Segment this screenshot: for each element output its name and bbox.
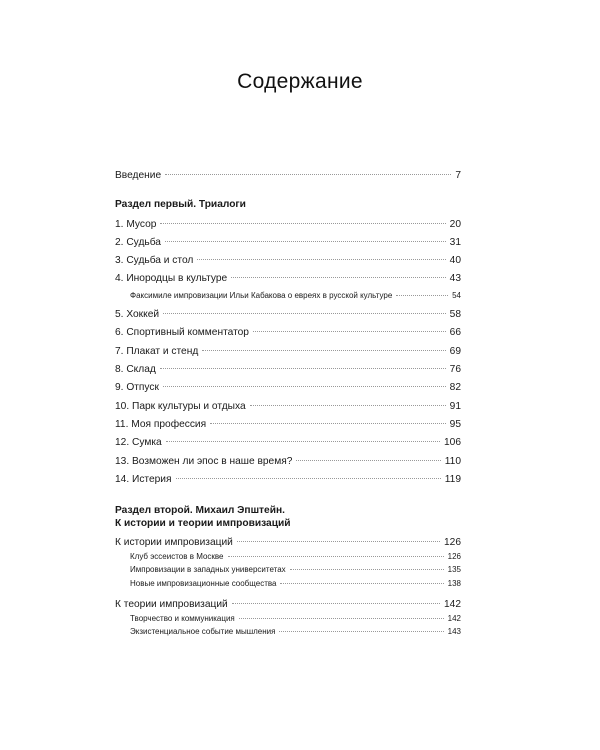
toc-page-number: 54 — [452, 291, 461, 300]
toc-page-number: 126 — [444, 537, 461, 548]
toc-entry-label: 8. Склад — [115, 364, 156, 375]
toc-entry[interactable] — [115, 436, 461, 449]
toc-entry[interactable] — [115, 218, 461, 231]
dot-leader — [279, 631, 443, 632]
toc-page-number: 76 — [449, 364, 461, 375]
toc-entry[interactable] — [115, 236, 461, 249]
toc-entry[interactable] — [115, 400, 461, 413]
toc-entry-label: 14. Истерия — [115, 474, 172, 485]
toc-subentry[interactable] — [130, 290, 461, 301]
dot-leader — [165, 241, 446, 242]
dot-leader — [160, 368, 446, 369]
toc-subentry[interactable] — [130, 551, 461, 562]
toc-subentry[interactable] — [130, 626, 461, 637]
section-heading-part2-line2: К истории и теории импровизаций — [115, 518, 291, 529]
toc-entry-label: 2. Судьба — [115, 237, 161, 248]
dot-leader — [160, 223, 445, 224]
dot-leader — [290, 569, 444, 570]
toc-entry-label: Творчество и коммуникация — [130, 614, 235, 623]
toc-entry-label: Новые импровизационные сообщества — [130, 579, 277, 588]
toc-entry[interactable] — [115, 308, 461, 321]
dot-leader — [197, 259, 445, 260]
dot-leader — [237, 541, 440, 542]
toc-page-number: 20 — [449, 219, 461, 230]
toc-entry[interactable] — [115, 363, 461, 376]
toc-subentry[interactable] — [130, 564, 461, 575]
dot-leader — [166, 441, 440, 442]
toc-entry[interactable] — [115, 345, 461, 358]
dot-leader — [239, 618, 444, 619]
toc-entry-label: 5. Хоккей — [115, 309, 160, 320]
toc-page-number: 66 — [449, 327, 461, 338]
toc-page-number: 106 — [444, 437, 461, 448]
toc-entry-label: 1. Мусор — [115, 219, 157, 230]
toc-entry[interactable] — [115, 598, 461, 611]
toc-page-number: 69 — [449, 346, 461, 357]
dot-leader — [165, 174, 451, 175]
toc-entry-label: 9. Отпуск — [115, 382, 159, 393]
toc-page-number: 58 — [449, 309, 461, 320]
dot-leader — [202, 350, 445, 351]
toc-page-number: 82 — [449, 382, 461, 393]
toc-entry[interactable] — [115, 381, 461, 394]
toc-page-number: 126 — [447, 552, 461, 561]
toc-entry-label: К теории импровизаций — [115, 599, 228, 610]
toc-entry-label: Факсимиле импровизации Ильи Кабакова о евреях в русской культуре — [130, 291, 393, 300]
page-title: Содержание — [237, 70, 363, 93]
toc-entry[interactable] — [115, 418, 461, 431]
toc-entry-label: 6. Спортивный комментатор — [115, 327, 249, 338]
toc-page-number: 142 — [447, 614, 461, 623]
dot-leader — [280, 583, 443, 584]
section-heading-part1: Раздел первый. Триалоги — [115, 199, 246, 210]
toc-entry-label: К истории импровизаций — [115, 537, 233, 548]
toc-entry[interactable] — [115, 272, 461, 285]
toc-entry-label: 12. Сумка — [115, 437, 162, 448]
toc-entry-label: 10. Парк культуры и отдыха — [115, 401, 246, 412]
section-heading-part2-line1: Раздел второй. Михаил Эпштейн. — [115, 505, 285, 516]
toc-page-number: 143 — [447, 627, 461, 636]
toc-entry-label: 3. Судьба и стол — [115, 255, 194, 266]
toc-page-number: 138 — [447, 579, 461, 588]
dot-leader — [176, 478, 441, 479]
toc-entry[interactable] — [115, 326, 461, 339]
dot-leader — [250, 405, 446, 406]
toc-page-number: 142 — [444, 599, 461, 610]
toc-subentry[interactable] — [130, 613, 461, 624]
toc-entry-label: Введение — [115, 170, 162, 181]
toc-entry[interactable] — [115, 536, 461, 549]
toc-page-number: 119 — [444, 474, 461, 485]
dot-leader — [232, 603, 440, 604]
toc-entry-label: 4. Инородцы в культуре — [115, 273, 228, 284]
toc-subentry[interactable] — [130, 578, 461, 589]
dot-leader — [228, 556, 444, 557]
dot-leader — [210, 423, 446, 424]
toc-page-number: 7 — [455, 170, 461, 181]
toc-page-number: 31 — [449, 237, 461, 248]
toc-entry-intro[interactable] — [115, 169, 461, 182]
dot-leader — [163, 386, 446, 387]
dot-leader — [296, 460, 440, 461]
toc-page-number: 110 — [444, 456, 461, 467]
dot-leader — [253, 331, 446, 332]
toc-page-number: 43 — [449, 273, 461, 284]
toc-entry[interactable] — [115, 473, 461, 486]
dot-leader — [163, 313, 446, 314]
toc-entry-label: 11. Моя профессия — [115, 419, 207, 430]
toc-entry[interactable] — [115, 254, 461, 267]
toc-page-number: 95 — [449, 419, 461, 430]
dot-leader — [231, 277, 445, 278]
toc-entry[interactable] — [115, 455, 461, 468]
toc-page-number: 40 — [449, 255, 461, 266]
toc-page-number: 91 — [449, 401, 461, 412]
toc-entry-label: Экзистенциальное событие мышления — [130, 627, 276, 636]
toc-entry-label: 13. Возможен ли эпос в наше время? — [115, 456, 293, 467]
toc-entry-label: Клуб эссеистов в Москве — [130, 552, 224, 561]
dot-leader — [396, 295, 448, 296]
toc-page-number: 135 — [447, 565, 461, 574]
toc-entry-label: Импровизации в западных университетах — [130, 565, 286, 574]
toc-entry-label: 7. Плакат и стенд — [115, 346, 199, 357]
